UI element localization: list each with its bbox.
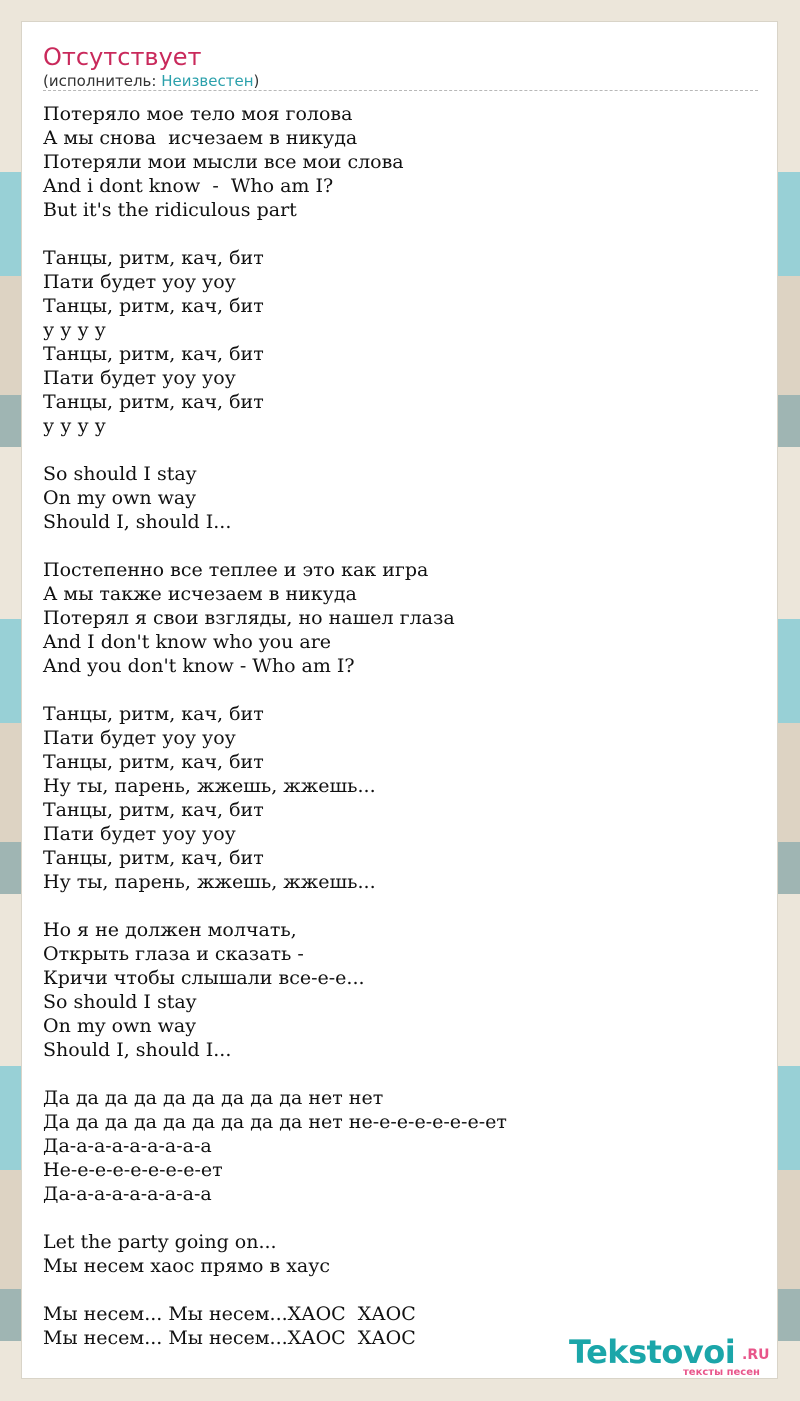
lyric-line: Открыть глаза и сказать - xyxy=(43,943,304,965)
lyric-line: But it's the ridiculous part xyxy=(43,199,297,221)
lyric-line: Постепенно все теплее и это как игра xyxy=(43,559,429,581)
lyric-line: And you don't know - Who am I? xyxy=(43,655,355,677)
lyric-line: Мы несем... Мы несем...ХАОС ХАОС xyxy=(43,1303,416,1325)
lyric-line: Потеряло мое тело моя голова xyxy=(43,103,353,125)
lyric-line: Ну ты, парень, жжешь, жжешь... xyxy=(43,871,376,893)
lyric-line: Кричи чтобы слышали все-е-е... xyxy=(43,967,365,989)
logo-tagline: тексты песен xyxy=(683,1367,760,1378)
lyric-line: So should I stay xyxy=(43,991,197,1013)
lyric-line xyxy=(43,1062,758,1086)
lyric-line: у у у у xyxy=(43,319,106,341)
lyric-line: Мы несем хаос прямо в хаус xyxy=(43,1255,331,1277)
lyric-line: Мы несем... Мы несем...ХАОС ХАОС xyxy=(43,1327,416,1349)
lyric-line xyxy=(43,678,758,702)
song-title: Отсутствует xyxy=(43,43,202,71)
artist-link[interactable]: Неизвестен xyxy=(161,72,254,90)
lyric-line: у у у у xyxy=(43,415,106,437)
lyric-line: Не-е-е-е-е-е-е-е-ет xyxy=(43,1159,223,1181)
lyric-line: Танцы, ритм, кач, бит xyxy=(43,343,264,365)
logo-domain: .RU xyxy=(742,1347,770,1363)
lyric-line: А мы снова исчезаем в никуда xyxy=(43,127,358,149)
lyric-line xyxy=(43,1206,758,1230)
lyric-line: On my own way xyxy=(43,1015,196,1037)
lyric-line: Да да да да да да да да да нет нет xyxy=(43,1087,384,1109)
lyric-line: Да да да да да да да да да нет не-е-е-е-е-е-е-ет xyxy=(43,1111,507,1133)
lyric-line: Пати будет уоу уоу xyxy=(43,367,236,389)
tekstovoi-logo[interactable] xyxy=(569,1334,779,1380)
logo-wordmark: Tekstovoi xyxy=(569,1333,736,1371)
lyric-line: So should I stay xyxy=(43,463,197,485)
lyric-line xyxy=(43,1278,758,1302)
title-divider xyxy=(43,90,758,91)
lyric-line: Пати будет уоу уоу xyxy=(43,271,236,293)
lyric-line: Ну ты, парень, жжешь, жжешь... xyxy=(43,775,376,797)
lyric-line: Танцы, ритм, кач, бит xyxy=(43,751,264,773)
lyric-line: Да-а-а-а-а-а-а-а-а xyxy=(43,1183,212,1205)
lyric-line: Но я не должен молчать, xyxy=(43,919,297,941)
lyric-line: Да-а-а-а-а-а-а-а-а xyxy=(43,1135,212,1157)
lyrics-card xyxy=(21,21,778,1379)
lyric-line: Танцы, ритм, кач, бит xyxy=(43,391,264,413)
lyric-line: А мы также исчезаем в никуда xyxy=(43,583,357,605)
lyric-line: Пати будет уоу уоу xyxy=(43,727,236,749)
lyric-line: And i dont know - Who am I? xyxy=(43,175,334,197)
lyric-line: Танцы, ритм, кач, бит xyxy=(43,799,264,821)
lyric-line: Танцы, ритм, кач, бит xyxy=(43,247,264,269)
lyric-line: On my own way xyxy=(43,487,196,509)
lyric-line: Пати будет уоу уоу xyxy=(43,823,236,845)
lyric-line: Танцы, ритм, кач, бит xyxy=(43,703,264,725)
artist-prefix: (исполнитель: xyxy=(43,72,162,90)
artist-line xyxy=(43,71,259,91)
lyric-line: Потеряли мои мысли все мои слова xyxy=(43,151,404,173)
lyric-line: Should I, should I... xyxy=(43,511,232,533)
lyric-line: Should I, should I... xyxy=(43,1039,232,1061)
lyric-line: Танцы, ритм, кач, бит xyxy=(43,847,264,869)
lyric-line xyxy=(43,222,758,246)
lyric-line xyxy=(43,894,758,918)
lyrics-text xyxy=(43,102,758,1350)
lyric-line: Танцы, ритм, кач, бит xyxy=(43,295,264,317)
lyric-line: Потерял я свои взгляды, но нашел глаза xyxy=(43,607,455,629)
lyric-line xyxy=(43,438,758,462)
lyric-line xyxy=(43,534,758,558)
lyric-line: And I don't know who you are xyxy=(43,631,332,653)
artist-suffix: ) xyxy=(253,72,260,90)
lyric-line: Let the party going on... xyxy=(43,1231,277,1253)
